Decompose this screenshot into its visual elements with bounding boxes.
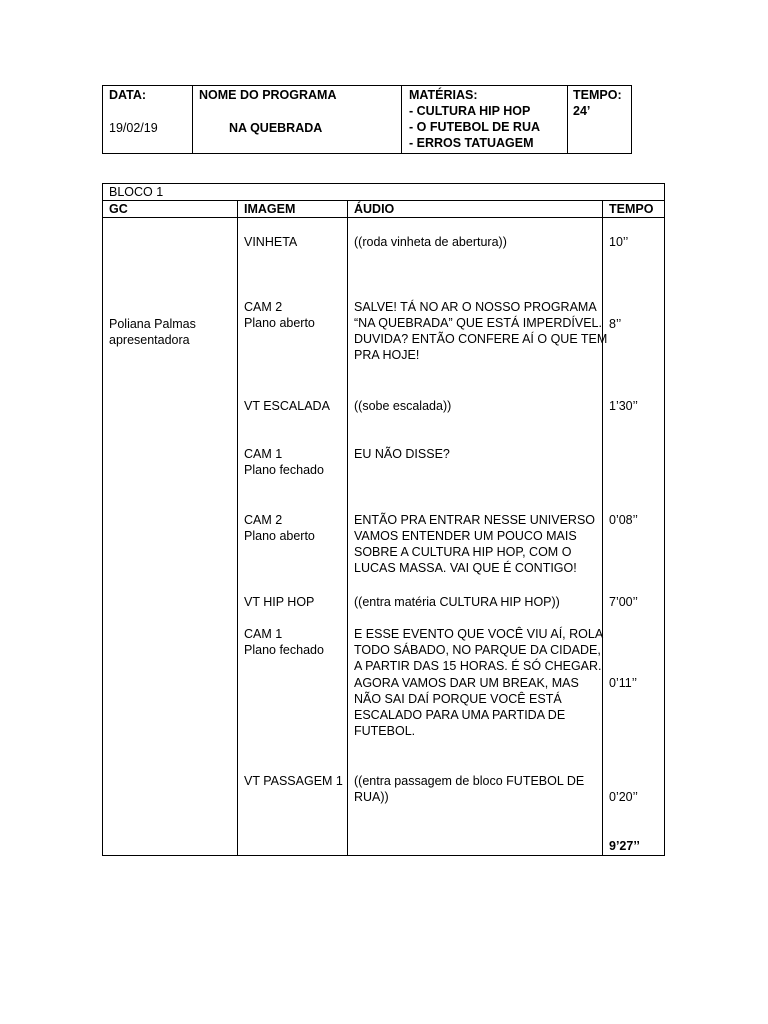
total-tempo: 9’27’’ <box>609 839 640 853</box>
row-audio: SOBRE A CULTURA HIP HOP, COM O <box>354 545 572 559</box>
header-divider <box>192 85 193 154</box>
row-audio: DUVIDA? ENTÃO CONFERE AÍ O QUE TEM <box>354 332 608 346</box>
row-tempo: 0’20’’ <box>609 790 638 804</box>
row-tempo: 7’00’’ <box>609 595 638 609</box>
date-label: DATA: <box>109 88 147 102</box>
column-header-gc: GC <box>109 202 128 216</box>
row-imagem: VT PASSAGEM 1 <box>244 774 343 788</box>
row-tempo: 0’08’’ <box>609 513 638 527</box>
row-audio: NÃO SAI DAÍ PORQUE VOCÊ ESTÁ <box>354 692 562 706</box>
row-audio: AGORA VAMOS DAR UM BREAK, MAS <box>354 676 579 690</box>
gc-role: apresentadora <box>109 333 190 347</box>
tempo-label: TEMPO: <box>573 88 622 102</box>
row-imagem: CAM 2 <box>244 300 283 314</box>
row-imagem: VINHETA <box>244 235 298 249</box>
row-imagem: Plano fechado <box>244 463 324 477</box>
tempo-value: 24’ <box>573 104 591 118</box>
row-audio: FUTEBOL. <box>354 724 416 738</box>
materias-label: MATÉRIAS: <box>409 88 478 102</box>
row-imagem: CAM 1 <box>244 627 283 641</box>
gc-name: Poliana Palmas <box>109 317 196 331</box>
row-imagem: Plano aberto <box>244 529 315 543</box>
row-imagem: Plano aberto <box>244 316 315 330</box>
row-tempo: 10’’ <box>609 235 629 249</box>
row-imagem: CAM 2 <box>244 513 283 527</box>
row-audio: ENTÃO PRA ENTRAR NESSE UNIVERSO <box>354 513 596 527</box>
column-divider <box>347 200 348 856</box>
row-imagem: VT HIP HOP <box>244 595 315 609</box>
row-imagem: VT ESCALADA <box>244 399 330 413</box>
row-tempo: 8’’ <box>609 317 622 331</box>
materia-item: - CULTURA HIP HOP <box>409 104 531 118</box>
row-audio: ((sobe escalada)) <box>354 399 452 413</box>
row-audio: ESCALADO PARA UMA PARTIDA DE <box>354 708 566 722</box>
program-label: NOME DO PROGRAMA <box>199 88 337 102</box>
program-name: NA QUEBRADA <box>229 121 323 135</box>
row-audio: ((roda vinheta de abertura)) <box>354 235 507 249</box>
header-table <box>102 85 632 154</box>
date-value: 19/02/19 <box>109 121 158 135</box>
row-audio: TODO SÁBADO, NO PARQUE DA CIDADE, <box>354 643 601 657</box>
row-imagem: CAM 1 <box>244 447 283 461</box>
row-imagem: Plano fechado <box>244 643 324 657</box>
row-audio: A PARTIR DAS 15 HORAS. É SÓ CHEGAR. <box>354 659 602 673</box>
column-divider <box>602 200 603 856</box>
column-header-tempo: TEMPO <box>609 202 654 216</box>
row-tempo: 0’11’’ <box>609 676 638 690</box>
column-divider <box>237 200 238 856</box>
materia-item: - O FUTEBOL DE RUA <box>409 120 541 134</box>
row-audio: ((entra passagem de bloco FUTEBOL DE <box>354 774 585 788</box>
row-audio: VAMOS ENTENDER UM POUCO MAIS <box>354 529 577 543</box>
bloco-title: BLOCO 1 <box>109 185 164 199</box>
row-audio: LUCAS MASSA. VAI QUE É CONTIGO! <box>354 561 577 575</box>
header-divider <box>567 85 568 154</box>
row-audio: PRA HOJE! <box>354 348 420 362</box>
row-audio: EU NÃO DISSE? <box>354 447 450 461</box>
header-divider <box>401 85 402 154</box>
row-audio: ((entra matéria CULTURA HIP HOP)) <box>354 595 560 609</box>
materia-item: - ERROS TATUAGEM <box>409 136 534 150</box>
column-header-audio: ÁUDIO <box>354 202 395 216</box>
column-header-imagem: IMAGEM <box>244 202 296 216</box>
row-audio: SALVE! TÁ NO AR O NOSSO PROGRAMA <box>354 300 597 314</box>
row-tempo: 1’30’’ <box>609 399 638 413</box>
row-audio: “NA QUEBRADA” QUE ESTÁ IMPERDÍVEL. <box>354 316 602 330</box>
row-audio: RUA)) <box>354 790 389 804</box>
row-audio: E ESSE EVENTO QUE VOCÊ VIU AÍ, ROLA <box>354 627 604 641</box>
